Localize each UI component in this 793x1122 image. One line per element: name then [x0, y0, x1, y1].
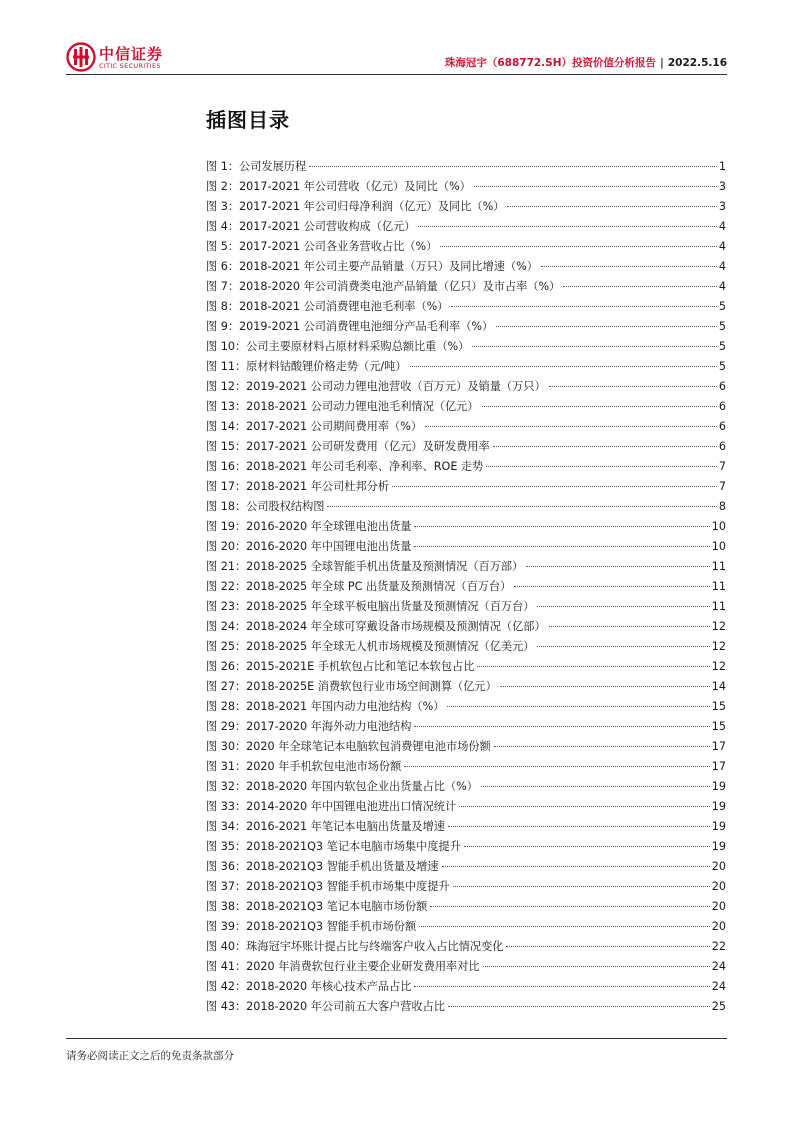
toc-leader-dots: [494, 746, 710, 747]
toc-entry-page: 11: [711, 560, 726, 573]
toc-entry-page: 12: [711, 660, 726, 673]
toc-entry-label: 图 8：2018-2021 公司消费锂电池毛利率（%）: [206, 300, 449, 313]
toc-entry-label: 图 29：2017-2020 年海外动力电池结构: [206, 720, 412, 733]
toc-entry-label: 图 17：2018-2021 年公司杜邦分析: [206, 480, 390, 493]
toc-entry[interactable]: [206, 397, 726, 417]
toc-leader-dots: [414, 726, 709, 727]
toc-entry[interactable]: [206, 377, 726, 397]
toc-leader-dots: [493, 446, 717, 447]
citic-logo: [66, 42, 176, 74]
toc-entry-label: 图 33：2014-2020 年中国锂电池进出口情况统计: [206, 800, 457, 813]
toc-entry-label: 图 13：2018-2021 公司动力锂电池毛利情况（亿元）: [206, 400, 479, 413]
toc-leader-dots: [418, 226, 716, 227]
toc-entry-page: 17: [711, 760, 726, 773]
toc-entry-page: 7: [718, 460, 726, 473]
toc-entry[interactable]: [206, 437, 726, 457]
toc-leader-dots: [481, 786, 710, 787]
toc-entry-page: 6: [718, 400, 726, 413]
toc-leader-dots: [541, 266, 717, 267]
toc-leader-dots: [537, 606, 709, 607]
page-title: 插图目录: [206, 108, 290, 132]
toc-entry-label: 图 27：2018-2025E 消费软包行业市场空间测算（亿元）: [206, 680, 497, 693]
toc-leader-dots: [327, 506, 716, 507]
toc-leader-dots: [500, 686, 710, 687]
toc-leader-dots: [392, 486, 717, 487]
toc-entry[interactable]: [206, 837, 726, 857]
logo-english-name: CITIC SECURITIES: [99, 62, 161, 70]
toc-entry[interactable]: [206, 357, 726, 377]
toc-leader-dots: [514, 586, 709, 587]
toc-leader-dots: [448, 1006, 710, 1007]
toc-entry-page: 5: [718, 300, 726, 313]
toc-leader-dots: [414, 526, 709, 527]
toc-leader-dots: [472, 346, 717, 347]
toc-entry-label: 图 14：2017-2021 公司期间费用率（%）: [206, 420, 423, 433]
toc-entry-page: 8: [718, 500, 726, 513]
toc-entry-label: 图 16：2018-2021 年公司毛利率、净利率、ROE 走势: [206, 460, 484, 473]
toc-entry-label: 图 10：公司主要原材料占原材料采购总额比重（%）: [206, 340, 470, 353]
footer-disclaimer: 请务必阅读正文之后的免责条款部分: [66, 1050, 234, 1062]
toc-entry[interactable]: [206, 537, 726, 557]
toc-leader-dots: [451, 306, 716, 307]
toc-entry-page: 19: [711, 780, 726, 793]
toc-leader-dots: [483, 966, 710, 967]
toc-entry-label: 图 6：2018-2021 年公司主要产品销量（万只）及同比增速（%）: [206, 260, 538, 273]
toc-entry-page: 20: [711, 880, 726, 893]
toc-entry[interactable]: [206, 657, 726, 677]
toc-leader-dots: [447, 706, 709, 707]
toc-entry[interactable]: [206, 877, 726, 897]
toc-entry-page: 25: [711, 1000, 726, 1013]
report-title: 珠海冠宇（688772.SH）投资价值分析报告: [444, 57, 657, 69]
toc-entry[interactable]: [206, 617, 726, 637]
toc-entry[interactable]: [206, 737, 726, 757]
toc-leader-dots: [464, 846, 710, 847]
toc-entry-label: 图 31：2020 年手机软包电池市场份额: [206, 760, 402, 773]
toc-entry-label: 图 2：2017-2021 年公司营收（亿元）及同比（%）: [206, 180, 471, 193]
toc-entry-label: 图 5：2017-2021 公司各业务营收占比（%）: [206, 240, 438, 253]
toc-leader-dots: [309, 166, 717, 167]
toc-entry-page: 22: [711, 940, 726, 953]
toc-entry[interactable]: [206, 197, 726, 217]
toc-entry-label: 图 19：2016-2020 年全球锂电池出货量: [206, 520, 412, 533]
toc-entry[interactable]: [206, 317, 726, 337]
header-separator: |: [660, 57, 664, 69]
toc-entry-page: 6: [718, 420, 726, 433]
toc-leader-dots: [507, 206, 716, 207]
toc-entry[interactable]: [206, 997, 726, 1017]
toc-entry[interactable]: [206, 417, 726, 437]
toc-entry[interactable]: [206, 557, 726, 577]
toc-leader-dots: [496, 326, 717, 327]
toc-entry-label: 图 7：2018-2020 年公司消费类电池产品销量（亿只）及市占率（%）: [206, 280, 561, 293]
toc-entry-label: 图 38：2018-2021Q3 笔记本电脑市场份额: [206, 900, 428, 913]
toc-entry-page: 1: [718, 160, 726, 173]
toc-entry-label: 图 25：2018-2025 年全球无人机市场规模及预测情况（亿美元）: [206, 640, 535, 653]
header-divider: [66, 74, 727, 75]
toc-entry-page: 19: [711, 820, 726, 833]
toc-entry-label: 图 41：2020 年消费软包行业主要企业研发费用率对比: [206, 960, 480, 973]
toc-entry[interactable]: [206, 957, 726, 977]
toc-leader-dots: [526, 566, 709, 567]
toc-entry-label: 图 34：2016-2021 年笔记本电脑出货量及增速: [206, 820, 445, 833]
toc-entry[interactable]: [206, 217, 726, 237]
toc-entry-page: 11: [711, 580, 726, 593]
toc-entry-label: 图 37：2018-2021Q3 智能手机市场集中度提升: [206, 880, 450, 893]
toc-entry-page: 14: [711, 680, 726, 693]
toc-entry[interactable]: [206, 477, 726, 497]
toc-entry[interactable]: [206, 977, 726, 997]
toc-entry[interactable]: [206, 157, 726, 177]
toc-entry-label: 图 28：2018-2021 年国内动力电池结构（%）: [206, 700, 445, 713]
toc-leader-dots: [425, 426, 717, 427]
toc-entry[interactable]: [206, 937, 726, 957]
toc-entry-label: 图 11：原材料钴酸锂价格走势（元/吨）: [206, 360, 407, 373]
toc-entry-label: 图 4：2017-2021 公司营收构成（亿元）: [206, 220, 416, 233]
toc-entry[interactable]: [206, 177, 726, 197]
toc-entry-page: 11: [711, 600, 726, 613]
toc-entry[interactable]: [206, 577, 726, 597]
toc-entry-page: 10: [711, 520, 726, 533]
toc-entry[interactable]: [206, 497, 726, 517]
logo-chinese-name: 中信证券: [99, 45, 164, 63]
report-date: 2022.5.16: [667, 57, 727, 69]
toc-leader-dots: [440, 246, 717, 247]
toc-entry-label: 图 35：2018-2021Q3 笔记本电脑市场集中度提升: [206, 840, 461, 853]
toc-entry-label: 图 1：公司发展历程: [206, 160, 307, 173]
toc-entry-label: 图 43：2018-2020 年公司前五大客户营收占比: [206, 1000, 445, 1013]
toc-entry-page: 12: [711, 640, 726, 653]
toc-entry-page: 3: [718, 180, 726, 193]
toc-entry[interactable]: [206, 757, 726, 777]
toc-entry[interactable]: [206, 257, 726, 277]
toc-entry-page: 15: [711, 720, 726, 733]
toc-entry-page: 5: [718, 360, 726, 373]
toc-leader-dots: [563, 286, 717, 287]
toc-entry-page: 12: [711, 620, 726, 633]
toc-entry-page: 4: [718, 240, 726, 253]
toc-entry-label: 图 40：珠海冠宇坏账计提占比与终端客户收入占比情况变化: [206, 940, 504, 953]
toc-entry-label: 图 21：2018-2025 全球智能手机出货量及预测情况（百万部）: [206, 560, 524, 573]
toc-leader-dots: [486, 466, 717, 467]
toc-leader-dots: [477, 666, 709, 667]
toc-entry-label: 图 9：2019-2021 公司消费锂电池细分产品毛利率（%）: [206, 320, 494, 333]
toc-entry-page: 20: [711, 920, 726, 933]
toc-entry[interactable]: [206, 897, 726, 917]
toc-leader-dots: [448, 826, 710, 827]
toc-entry-page: 15: [711, 700, 726, 713]
toc-entry[interactable]: [206, 857, 726, 877]
toc-entry[interactable]: [206, 717, 726, 737]
toc-entry[interactable]: [206, 797, 726, 817]
toc-entry[interactable]: [206, 817, 726, 837]
toc-entry-label: 图 30：2020 年全球笔记本电脑软包消费锂电池市场份额: [206, 740, 491, 753]
toc-entry-page: 20: [711, 900, 726, 913]
toc-entry-page: 5: [718, 340, 726, 353]
toc-leader-dots: [549, 386, 717, 387]
toc-leader-dots: [442, 866, 710, 867]
footer-divider: [66, 1038, 727, 1039]
toc-entry-label: 图 15：2017-2021 公司研发费用（亿元）及研发费用率: [206, 440, 490, 453]
toc-entry-label: 图 39：2018-2021Q3 智能手机市场份额: [206, 920, 417, 933]
toc-leader-dots: [537, 646, 709, 647]
toc-entry-page: 4: [718, 280, 726, 293]
toc-leader-dots: [404, 766, 709, 767]
toc-entry-label: 图 20：2016-2020 年中国锂电池出货量: [206, 540, 412, 553]
toc-entry[interactable]: [206, 297, 726, 317]
toc-entry-label: 图 23：2018-2025 年全球平板电脑出货量及预测情况（百万台）: [206, 600, 535, 613]
toc-entry-page: 4: [718, 260, 726, 273]
toc-entry-label: 图 42：2018-2020 年核心技术产品占比: [206, 980, 412, 993]
toc-leader-dots: [474, 186, 717, 187]
toc-entry-page: 24: [711, 960, 726, 973]
toc-entry[interactable]: [206, 597, 726, 617]
toc-entry-page: 4: [718, 220, 726, 233]
toc-entry-label: 图 36：2018-2021Q3 智能手机出货量及增速: [206, 860, 439, 873]
toc-leader-dots: [419, 926, 710, 927]
figure-index-list: [206, 157, 726, 1017]
toc-entry-page: 6: [718, 380, 726, 393]
toc-entry-label: 图 26：2015-2021E 手机软包占比和笔记本软包占比: [206, 660, 475, 673]
toc-entry[interactable]: [206, 237, 726, 257]
toc-entry[interactable]: [206, 917, 726, 937]
toc-leader-dots: [549, 626, 710, 627]
report-header: [445, 55, 727, 70]
toc-entry-label: 图 24：2018-2024 年全球可穿戴设备市场规模及预测情况（亿部）: [206, 620, 546, 633]
toc-leader-dots: [410, 366, 717, 367]
citic-logo-icon: [66, 42, 96, 72]
toc-entry-page: 5: [718, 320, 726, 333]
toc-entry[interactable]: [206, 337, 726, 357]
toc-entry[interactable]: [206, 697, 726, 717]
toc-entry-label: 图 22：2018-2025 年全球 PC 出货量及预测情况（百万台）: [206, 580, 512, 593]
toc-leader-dots: [506, 946, 709, 947]
toc-entry-page: 7: [718, 480, 726, 493]
toc-entry[interactable]: [206, 677, 726, 697]
toc-entry-label: 图 12：2019-2021 公司动力锂电池营收（百万元）及销量（万只）: [206, 380, 546, 393]
toc-entry-label: 图 3：2017-2021 年公司归母净利润（亿元）及同比（%）: [206, 200, 505, 213]
toc-entry-page: 20: [711, 860, 726, 873]
toc-leader-dots: [414, 986, 709, 987]
toc-entry[interactable]: [206, 777, 726, 797]
toc-entry-page: 10: [711, 540, 726, 553]
toc-entry-page: 19: [711, 840, 726, 853]
toc-entry-page: 3: [718, 200, 726, 213]
toc-entry-page: 6: [718, 440, 726, 453]
toc-entry[interactable]: [206, 457, 726, 477]
toc-leader-dots: [414, 546, 709, 547]
toc-entry-label: 图 18：公司股权结构图: [206, 500, 325, 513]
toc-entry[interactable]: [206, 277, 726, 297]
toc-entry[interactable]: [206, 637, 726, 657]
toc-entry[interactable]: [206, 517, 726, 537]
toc-leader-dots: [482, 406, 717, 407]
toc-leader-dots: [453, 886, 710, 887]
toc-entry-page: 24: [711, 980, 726, 993]
toc-leader-dots: [459, 806, 710, 807]
toc-entry-page: 17: [711, 740, 726, 753]
toc-leader-dots: [430, 906, 709, 907]
toc-entry-label: 图 32：2018-2020 年国内软包企业出货量占比（%）: [206, 780, 478, 793]
toc-entry-page: 19: [711, 800, 726, 813]
